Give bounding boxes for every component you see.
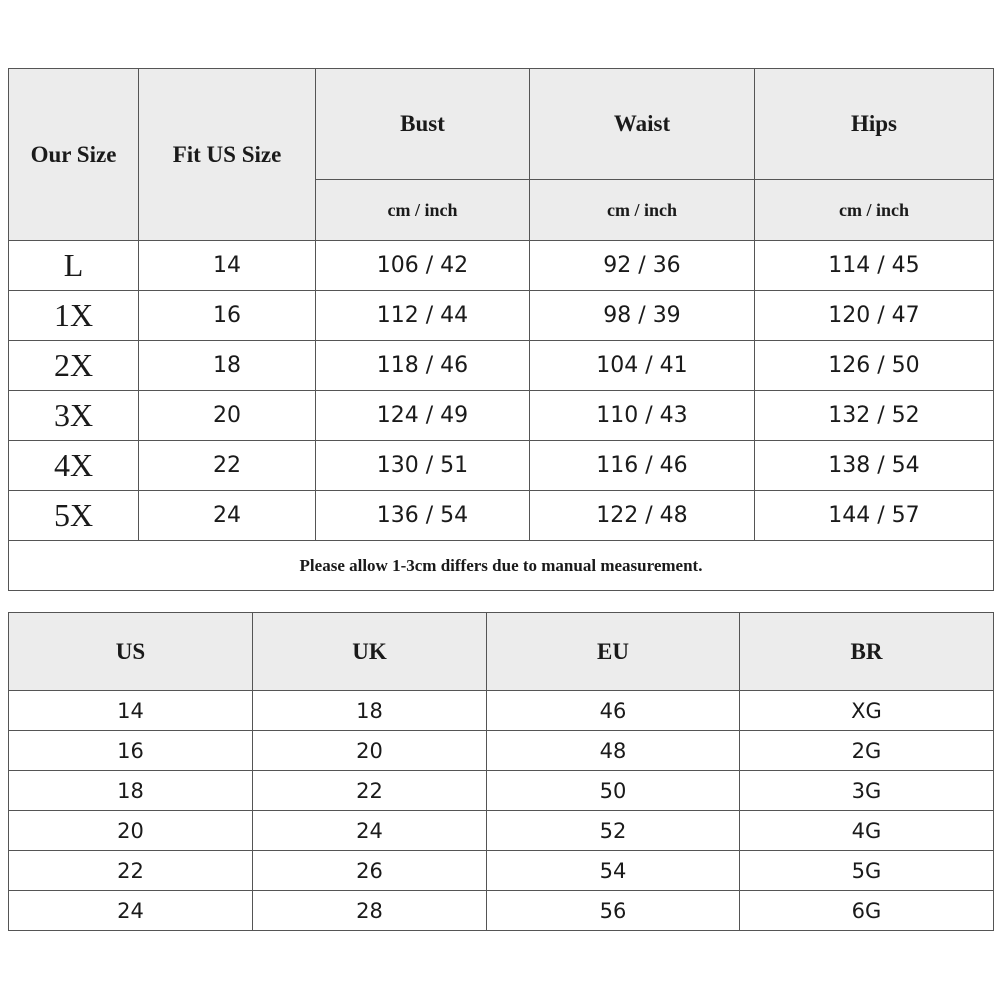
our-size-cell: 5X xyxy=(9,491,139,541)
table-row xyxy=(9,691,994,731)
header-hips: Hips xyxy=(755,69,994,180)
hips-cell: 144 / 57 xyxy=(755,491,994,541)
our-size-cell: 2X xyxy=(9,341,139,391)
table-row xyxy=(9,851,994,891)
table-row xyxy=(9,731,994,771)
our-size-cell: 1X xyxy=(9,291,139,341)
eu-cell: 52 xyxy=(487,811,740,851)
br-cell: 3G xyxy=(740,771,994,811)
us-size-cell: 18 xyxy=(139,341,316,391)
bust-cell: 106 / 42 xyxy=(316,241,530,291)
our-size-cell: L xyxy=(9,241,139,291)
header-fit-us-size: Fit US Size xyxy=(139,69,316,241)
table-row xyxy=(9,341,994,391)
uk-cell: 18 xyxy=(253,691,487,731)
hips-cell: 126 / 50 xyxy=(755,341,994,391)
header-bust: Bust xyxy=(316,69,530,180)
hips-unit: cm / inch xyxy=(755,180,994,241)
br-cell: XG xyxy=(740,691,994,731)
header-uk: UK xyxy=(253,613,487,691)
uk-cell: 20 xyxy=(253,731,487,771)
us-cell: 20 xyxy=(9,811,253,851)
table-row xyxy=(9,771,994,811)
hips-cell: 120 / 47 xyxy=(755,291,994,341)
hips-cell: 132 / 52 xyxy=(755,391,994,441)
measurement-note: Please allow 1-3cm differs due to manual measurement. xyxy=(9,541,994,591)
header-waist: Waist xyxy=(530,69,755,180)
table-row xyxy=(9,811,994,851)
us-size-cell: 22 xyxy=(139,441,316,491)
us-cell: 22 xyxy=(9,851,253,891)
waist-cell: 104 / 41 xyxy=(530,341,755,391)
our-size-cell: 3X xyxy=(9,391,139,441)
bust-cell: 136 / 54 xyxy=(316,491,530,541)
uk-cell: 24 xyxy=(253,811,487,851)
header-br: BR xyxy=(740,613,994,691)
header-eu: EU xyxy=(487,613,740,691)
us-cell: 24 xyxy=(9,891,253,931)
br-cell: 2G xyxy=(740,731,994,771)
us-cell: 16 xyxy=(9,731,253,771)
uk-cell: 26 xyxy=(253,851,487,891)
table-row xyxy=(9,891,994,931)
us-size-cell: 20 xyxy=(139,391,316,441)
br-cell: 4G xyxy=(740,811,994,851)
bust-cell: 130 / 51 xyxy=(316,441,530,491)
uk-cell: 22 xyxy=(253,771,487,811)
bust-cell: 118 / 46 xyxy=(316,341,530,391)
us-size-cell: 16 xyxy=(139,291,316,341)
size-chart-table xyxy=(8,68,994,591)
waist-unit: cm / inch xyxy=(530,180,755,241)
header-us: US xyxy=(9,613,253,691)
table-row xyxy=(9,291,994,341)
eu-cell: 46 xyxy=(487,691,740,731)
bust-unit: cm / inch xyxy=(316,180,530,241)
our-size-cell: 4X xyxy=(9,441,139,491)
eu-cell: 54 xyxy=(487,851,740,891)
table-row xyxy=(9,391,994,441)
waist-cell: 122 / 48 xyxy=(530,491,755,541)
bust-cell: 124 / 49 xyxy=(316,391,530,441)
eu-cell: 48 xyxy=(487,731,740,771)
size-conversion-table xyxy=(8,612,994,931)
us-size-cell: 14 xyxy=(139,241,316,291)
br-cell: 5G xyxy=(740,851,994,891)
waist-cell: 116 / 46 xyxy=(530,441,755,491)
table-row xyxy=(9,441,994,491)
bust-cell: 112 / 44 xyxy=(316,291,530,341)
hips-cell: 114 / 45 xyxy=(755,241,994,291)
waist-cell: 98 / 39 xyxy=(530,291,755,341)
uk-cell: 28 xyxy=(253,891,487,931)
eu-cell: 50 xyxy=(487,771,740,811)
us-cell: 14 xyxy=(9,691,253,731)
waist-cell: 110 / 43 xyxy=(530,391,755,441)
waist-cell: 92 / 36 xyxy=(530,241,755,291)
header-our-size: Our Size xyxy=(9,69,139,241)
table-row xyxy=(9,491,994,541)
hips-cell: 138 / 54 xyxy=(755,441,994,491)
table-row xyxy=(9,241,994,291)
br-cell: 6G xyxy=(740,891,994,931)
us-cell: 18 xyxy=(9,771,253,811)
eu-cell: 56 xyxy=(487,891,740,931)
us-size-cell: 24 xyxy=(139,491,316,541)
